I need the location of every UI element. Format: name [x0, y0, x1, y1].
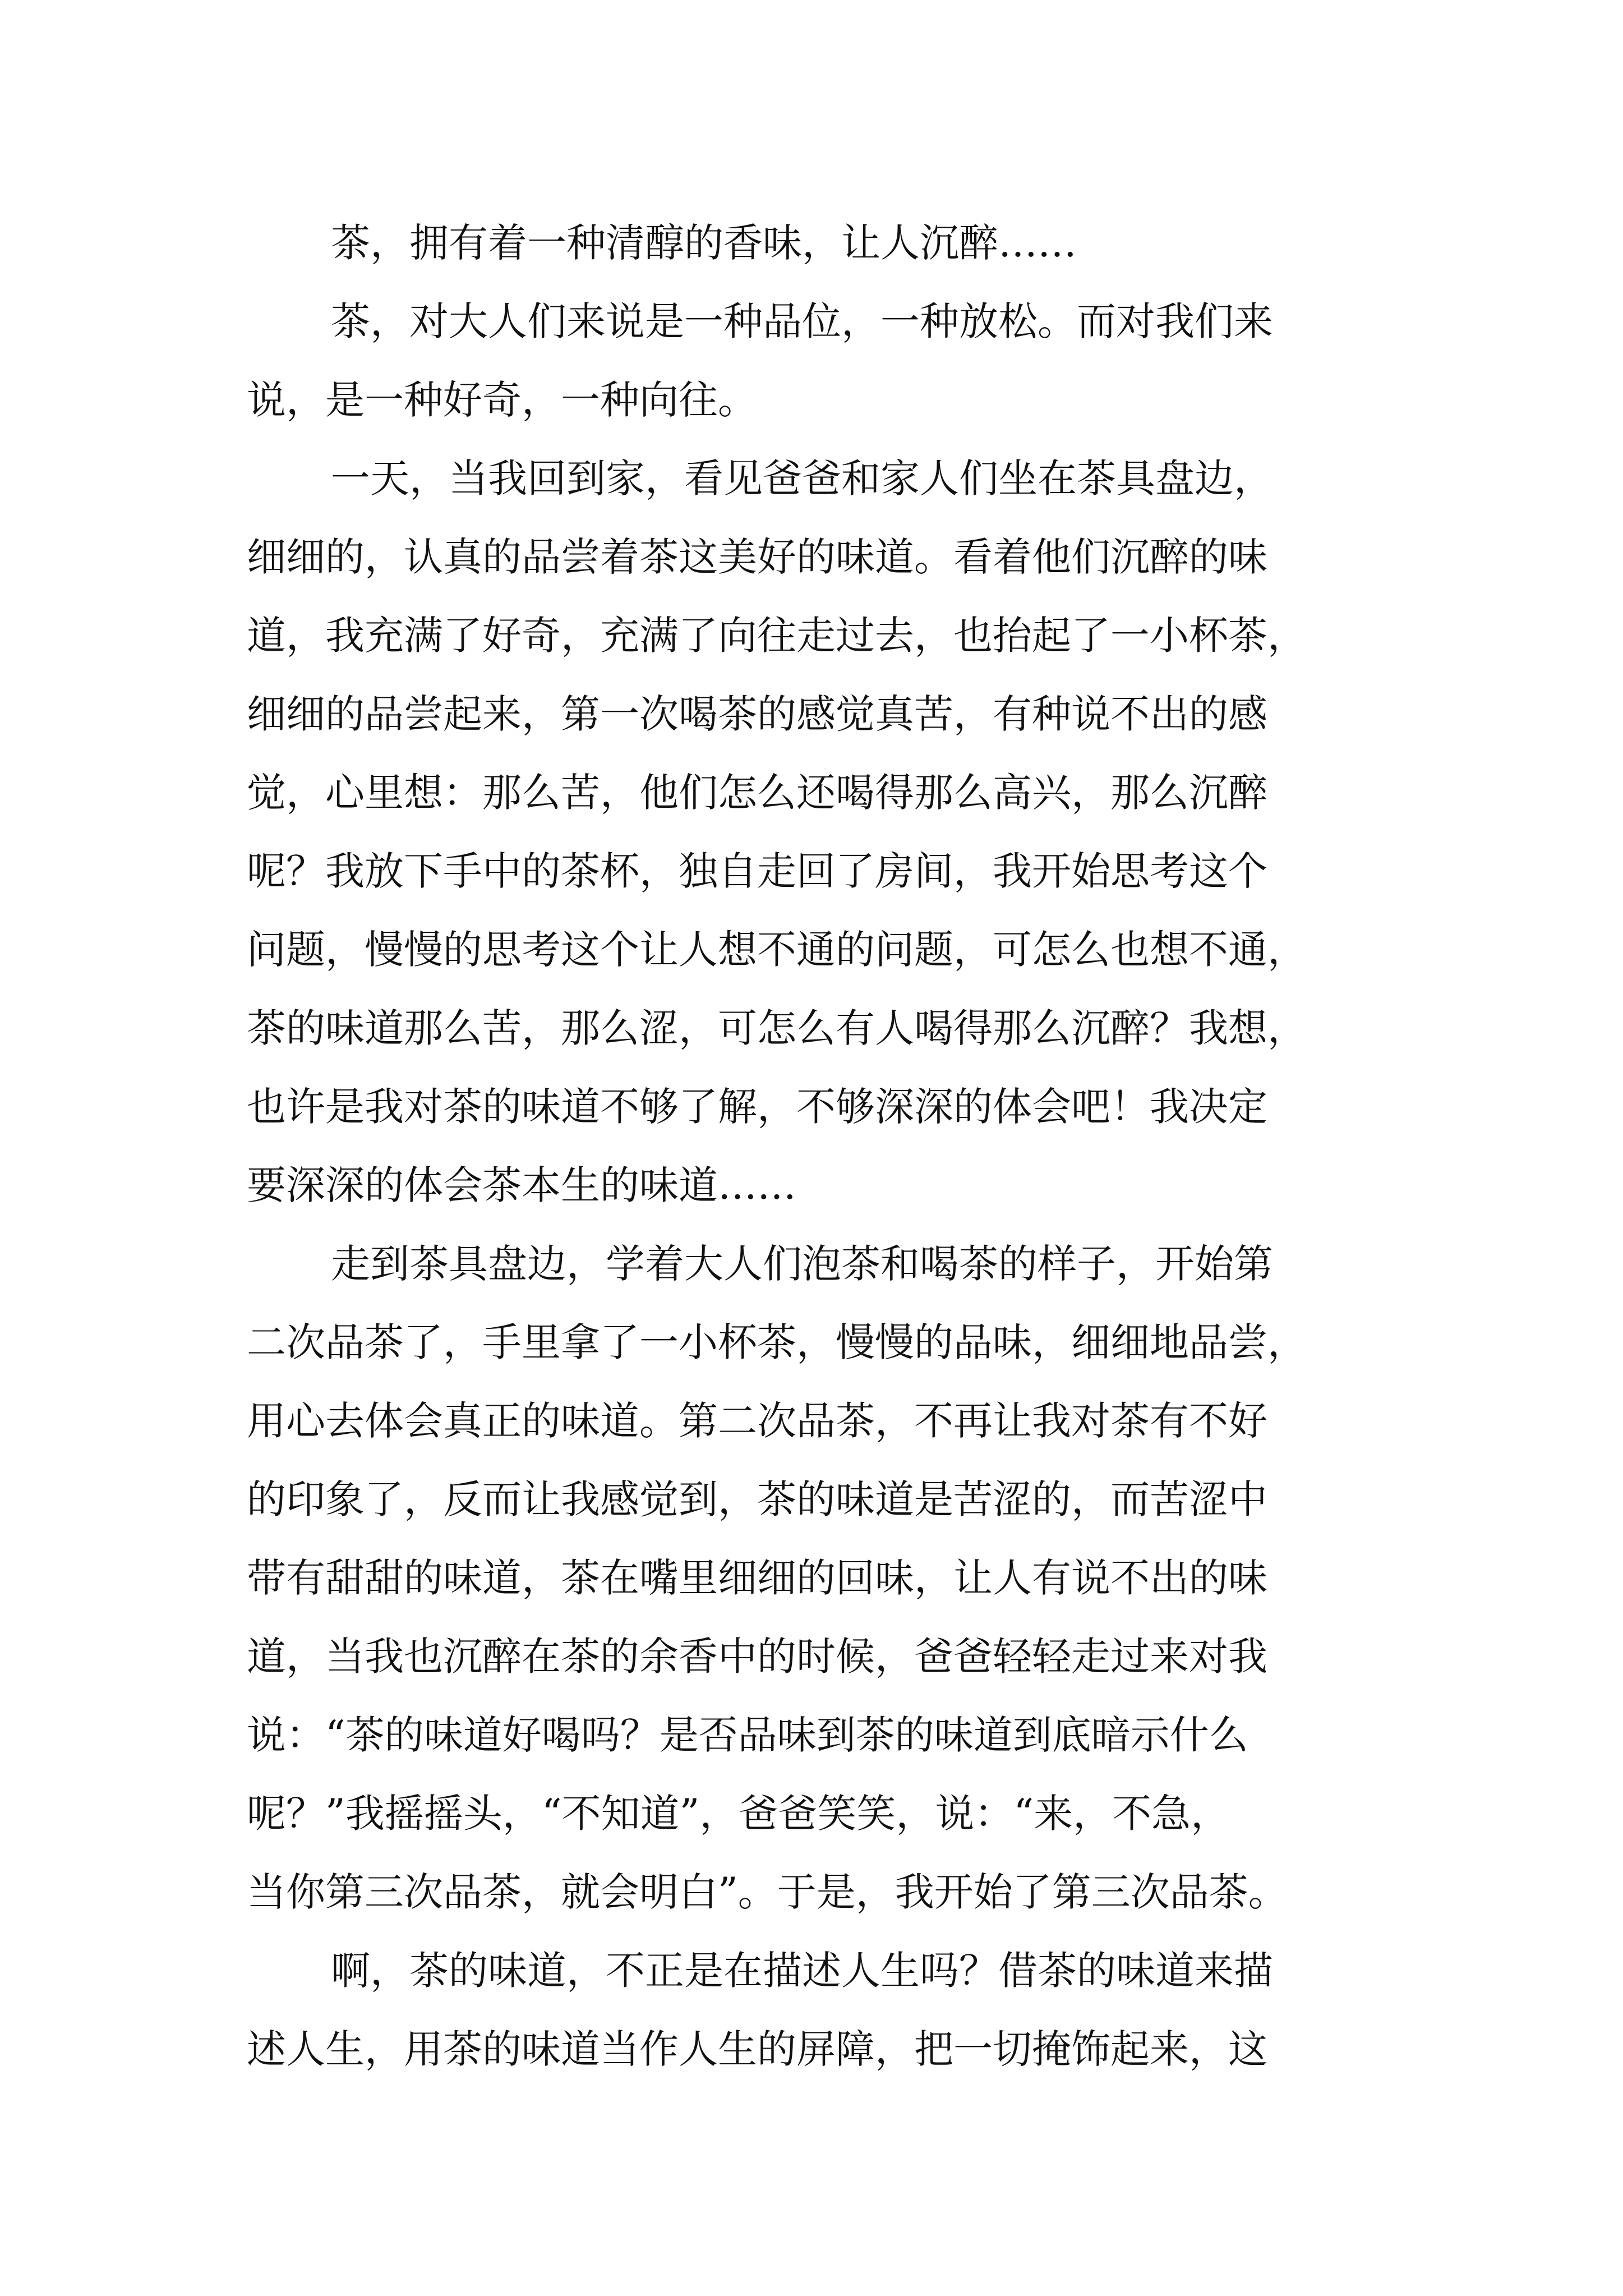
paragraph-4-line-8: 呢？”我摇摇头，“不知道”，爸爸笑笑，说：“来，不急， — [247, 1791, 1230, 1837]
paragraph-4-line-4: 的印象了，反而让我感觉到，茶的味道是苦涩的，而苦涩中 — [247, 1476, 1267, 1522]
paragraph-4-line-3: 用心去体会真正的味道。第二次品茶，不再让我对茶有不好 — [247, 1398, 1267, 1444]
paragraph-4-line-5: 带有甜甜的味道，茶在嘴里细细的回味，让人有说不出的味 — [247, 1555, 1267, 1601]
paragraph-3-line-5: 觉，心里想：那么苦，他们怎么还喝得那么高兴，那么沉醉 — [247, 770, 1267, 816]
paragraph-3-line-6: 呢？我放下手中的茶杯，独自走回了房间，我开始思考这个 — [247, 848, 1267, 894]
paragraph-5-line-2: 述人生，用茶的味道当作人生的屏障，把一切掩饰起来，这 — [247, 2026, 1267, 2072]
paragraph-2-line-2: 说，是一种好奇，一种向往。 — [247, 377, 757, 423]
paragraph-3-line-3: 道，我充满了好奇，充满了向往走过去，也抬起了一小杯茶， — [247, 613, 1307, 659]
paragraph-2-line-1: 茶，对大人们来说是一种品位，一种放松。而对我们来 — [331, 298, 1273, 344]
paragraph-4-line-7: 说：“茶的味道好喝吗？是否品味到茶的味道到底暗示什么 — [247, 1712, 1248, 1758]
paragraph-4-line-9: 当你第三次品茶，就会明白”。于是，我开始了第三次品茶。 — [247, 1869, 1288, 1915]
paragraph-3-line-7: 问题，慢慢的思考这个让人想不通的问题，可怎么也想不通， — [247, 927, 1307, 973]
paragraph-1-line-1: 茶，拥有着一种清醇的香味，让人沉醉…… — [331, 220, 1077, 266]
paragraph-3-line-4: 细细的品尝起来，第一次喝茶的感觉真苦，有种说不出的感 — [247, 691, 1267, 737]
paragraph-3-line-8: 茶的味道那么苦，那么涩，可怎么有人喝得那么沉醉？我想， — [247, 1005, 1307, 1051]
paragraph-3-line-1: 一天，当我回到家，看见爸爸和家人们坐在茶具盘边， — [331, 455, 1273, 501]
paragraph-3-line-9: 也许是我对茶的味道不够了解，不够深深的体会吧！我决定 — [247, 1084, 1267, 1130]
paragraph-3-line-2: 细细的，认真的品尝着茶这美好的味道。看着他们沉醉的味 — [247, 534, 1267, 580]
paragraph-4-line-1: 走到茶具盘边，学着大人们泡茶和喝茶的样子，开始第 — [331, 1241, 1273, 1287]
paragraph-4-line-6: 道，当我也沉醉在茶的余香中的时候，爸爸轻轻走过来对我 — [247, 1634, 1267, 1680]
paragraph-3-line-10: 要深深的体会茶本生的味道…… — [247, 1162, 796, 1208]
paragraph-4-line-2: 二次品茶了，手里拿了一小杯茶，慢慢的品味，细细地品尝， — [247, 1319, 1307, 1365]
paragraph-5-line-1: 啊，茶的味道，不正是在描述人生吗？借茶的味道来描 — [331, 1948, 1273, 1994]
